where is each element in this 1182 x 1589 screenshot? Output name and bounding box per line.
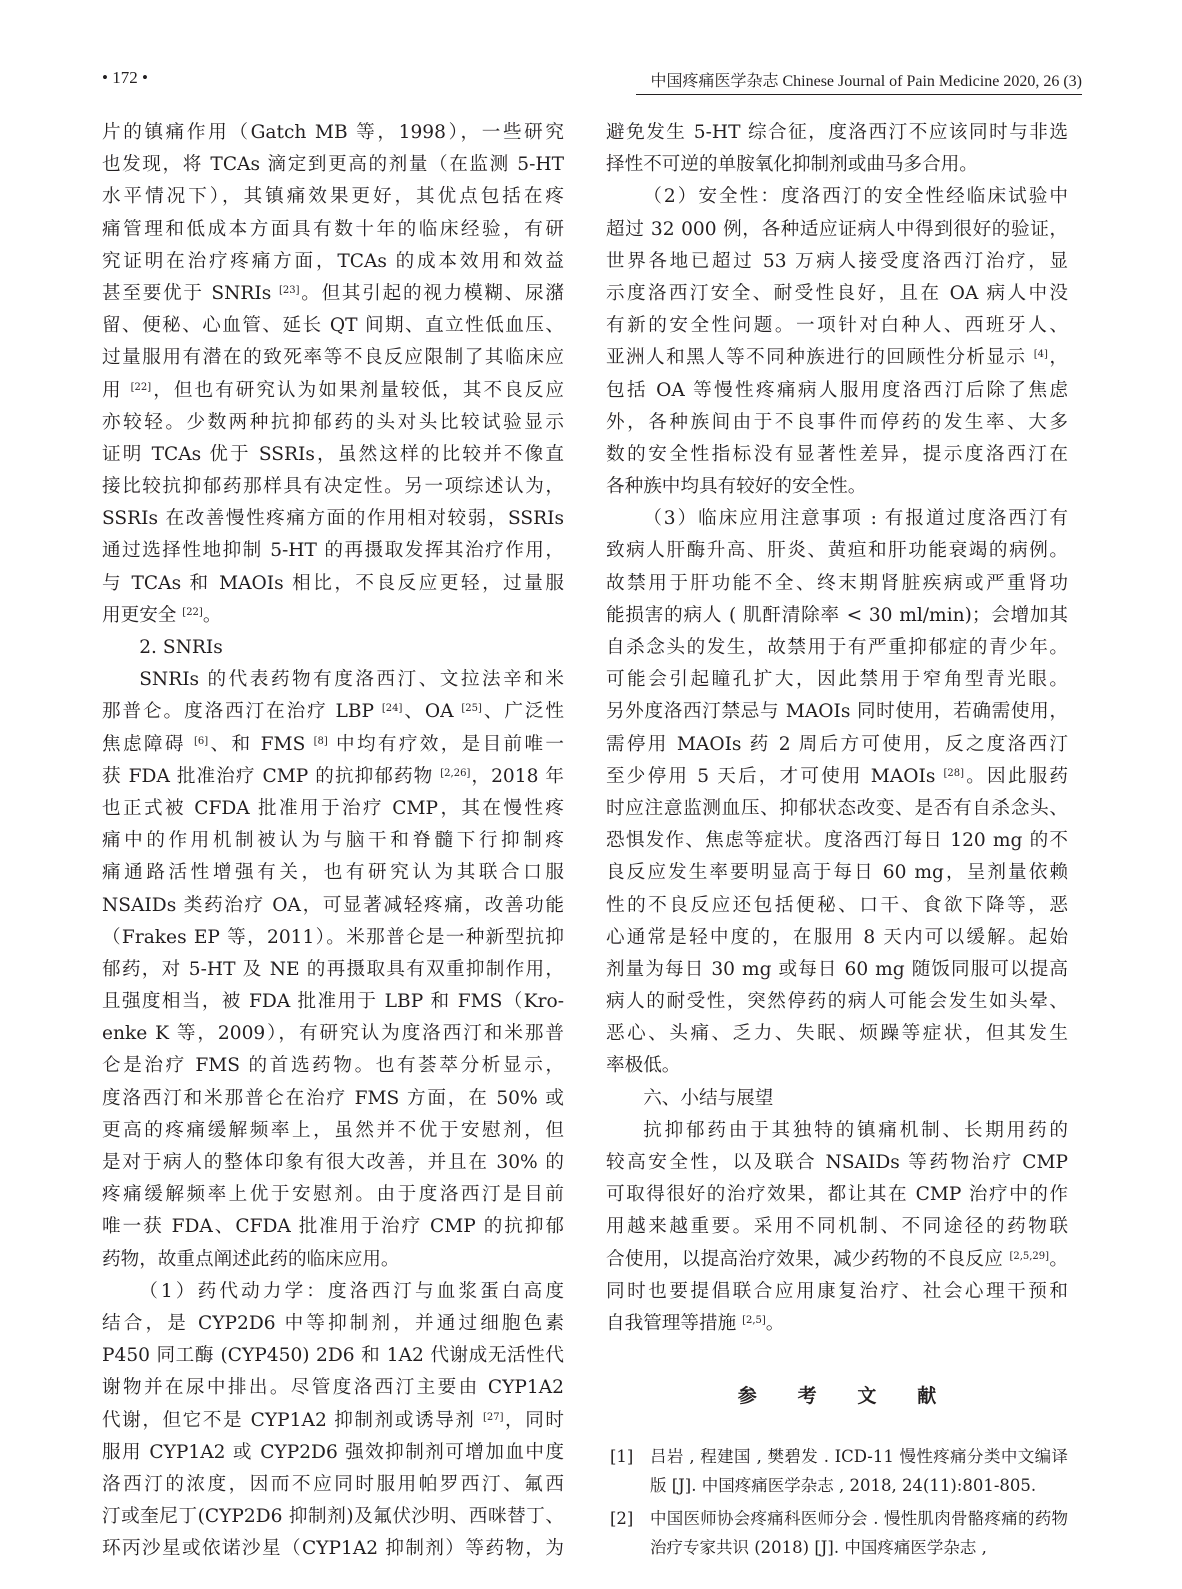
text-line: 过量服用有潜在的致死率等不良反应限制了其临床应 [102,347,564,369]
text-line: （1）药代动力学：度洛西汀与血浆蛋白高度 [139,1280,564,1302]
text-line: 自我管理等措施 [2,5]。 [606,1312,785,1334]
paragraph-tcas-ssris [102,117,564,632]
text-line: 究证明在治疗疼痛方面，TCAs 的成本效用和效益 [102,250,564,272]
text-line: 用 [22]，但也有研究认为如果剂量较低，其不良反应 [102,379,564,401]
text-line: 故禁用于肝功能不全、终末期肾脏疾病或严重肾功 [606,572,1068,594]
left-column [102,117,564,1565]
text-line: 病人的耐受性，突然停药的病人可能会发生如头晕、 [606,991,1068,1013]
text-line: （2）安全性：度洛西汀的安全性经临床试验中 [643,186,1068,208]
text-line: P450 同工酶 (CYP450) 2D6 和 1A2 代谢成无活性代 [102,1345,564,1367]
text-line: 时应注意监测血压、抑郁状态改变、是否有自杀念头、 [606,797,1068,819]
paragraph-safety [606,181,1068,503]
text-line: 谢物并在尿中排出。尽管度洛西汀主要由 CYP1A2 [102,1377,564,1399]
text-line: 心通常是轻中度的，在服用 8 天内可以缓解。起始 [606,926,1068,948]
journal-running-title: 中国疼痛医学杂志 Chinese Journal of Pain Medicine 2020, 26 (3) [636,68,1082,95]
text-line: 痛中的作用机制被认为与脑干和脊髓下行抑制疼 [102,830,564,852]
text-line: 亚洲人和黑人等不同种族进行的回顾性分析显示 [4]， [606,347,1068,369]
reference-number: [1] [610,1447,634,1467]
text-line: 示度洛西汀安全、耐受性良好，且在 OA 病人中没 [606,282,1068,304]
text-line: 汀或奎尼丁(CYP2D6 抑制剂)及氟伏沙明、西咪替丁、 [102,1506,564,1528]
text-line: 那普仑。度洛西汀在治疗 LBP [24]、OA [25]、广泛性 [102,701,564,723]
reference-item [606,1504,1068,1562]
text-line: 代谢，但它不是 CYP1A2 抑制剂或诱导剂 [27]，同时 [102,1409,564,1431]
text-line: 结合，是 CYP2D6 中等抑制剂，并通过细胞色素 [102,1312,564,1334]
right-column [606,117,1068,1566]
text-line: 良反应发生率要明显高于每日 60 mg，呈剂量依赖 [606,862,1068,884]
text-line: 通过选择性地抑制 5-HT 的再摄取发挥其治疗作用， [102,540,564,562]
text-line: 甚至要优于 SNRIs [23]。但其引起的视力模糊、尿潴 [102,282,564,304]
text-line: 片的镇痛作用（Gatch MB 等，1998），一些研究 [102,122,564,143]
text-line: 率极低。 [606,1055,681,1077]
text-line: SNRIs 的代表药物有度洛西汀、文拉法辛和米 [139,669,564,691]
text-line: enke K 等，2009），有研究认为度洛西汀和米那普 [102,1023,564,1045]
text-line: 抗抑郁药由于其独特的镇痛机制、长期用药的 [643,1119,1068,1141]
paragraph-summary [606,1115,1068,1340]
text-line: 且强度相当，被 FDA 批准用于 LBP 和 FMS（Kro- [102,991,564,1013]
text-line: 另外度洛西汀禁忌与 MAOIs 同时使用，若确需使用， [606,701,1068,723]
text-line: （3）临床应用注意事项 : 有报道过度洛西汀有 [643,508,1068,530]
text-line: 外，各种族间由于不良事件而停药的发生率、大多 [606,411,1068,433]
text-line: 痛管理和低成本方面具有数十年的临床经验，有研 [102,218,564,240]
text-line: 证明 TCAs 优于 SSRIs，虽然这样的比较并不像直 [102,443,564,465]
references-title: 参 考 文 献 [737,1385,954,1408]
text-line: 痛通路活性增强有关，也有研究认为其联合口服 [102,862,564,884]
text-line: 能损害的病人 ( 肌酐清除率 < 30 ml/min)；会增加其 [606,604,1068,626]
text-line: 疼痛缓解频率上优于安慰剂。由于度洛西汀是目前 [102,1184,564,1206]
text-line: 致病人肝酶升高、肝炎、黄疸和肝功能衰竭的病例。 [606,540,1068,562]
text-line: 服用 CYP1A2 或 CYP2D6 强效抑制剂可增加血中度 [102,1441,564,1463]
text-line: 是对于病人的整体印象有很大改善，并且在 30% 的 [102,1152,564,1173]
text-line: 可能会引起瞳孔扩大，因此禁用于窄角型青光眼。 [606,669,1068,691]
text-line: 性的不良反应还包括便秘、口干、食欲下降等，恶 [606,894,1068,916]
text-line: 至少停用 5 天后，才可使用 MAOIs [28]。因此服药 [606,765,1068,787]
reference-text: 吕岩 , 程建国 , 樊碧发 . ICD-11 慢性疼痛分类中文编译版 [J]. 中国疼痛医学杂志 , 2018, 24(11):801-805. [650,1447,1068,1496]
page-number: • 172 • [102,68,148,87]
text-line: 与 TCAs 和 MAOIs 相比，不良反应更轻，过量服 [102,572,564,594]
text-line: 剂量为每日 30 mg 或每日 60 mg 随饭同服可以提高 [606,958,1068,980]
text-line: 唯一获 FDA、CFDA 批准用于治疗 CMP 的抗抑郁 [102,1216,564,1238]
text-line: 用越来越重要。采用不同机制、不同途径的药物联 [606,1216,1068,1238]
text-line: 也发现，将 TCAs 滴定到更高的剂量（在监测 5-HT [102,154,564,176]
text-line: 仑是治疗 FMS 的首选药物。也有荟萃分析显示， [102,1055,564,1077]
text-line: 世界各地已超过 53 万病人接受度洛西汀治疗，显 [606,250,1068,272]
text-line: 亦较轻。少数两种抗抑郁药的头对头比较试验显示 [102,411,564,433]
text-line: 环丙沙星或依诺沙星（CYP1A2 抑制剂）等药物，为 [102,1538,564,1560]
paragraph-snris [102,664,564,1276]
text-line: 用更安全 [22]。 [102,604,222,626]
paragraph-continuation [606,117,1068,181]
text-line: 获 FDA 批准治疗 CMP 的抗抑郁药物 [2,26]，2018 年 [102,765,564,787]
paragraph-pharmacokinetics [102,1276,564,1566]
text-line: 择性不可逆的单胺氧化抑制剂或曲马多合用。 [606,154,978,176]
text-line: NSAIDs 类药治疗 OA，可显著减轻疼痛，改善功能 [102,894,564,916]
text-line: 留、便秘、心血管、延长 QT 间期、直立性低血压、 [102,315,564,337]
text-line: SSRIs 在改善慢性疼痛方面的作用相对较弱，SSRIs [102,508,564,530]
text-line: 接比较抗抑郁药那样具有决定性。另一项综述认为， [102,476,564,498]
text-line: 恐惧发作、焦虑等症状。度洛西汀每日 120 mg 的不 [606,830,1068,852]
text-line: 避免发生 5-HT 综合征，度洛西汀不应该同时与非选 [606,122,1068,143]
text-line: 较高安全性，以及联合 NSAIDs 等药物治疗 CMP [606,1152,1068,1173]
text-line: 更高的疼痛缓解频率上，虽然并不优于安慰剂，但 [102,1119,564,1141]
text-line: 自杀念头的发生，故禁用于有严重抑郁症的青少年。 [606,637,1068,658]
text-line: 包括 OA 等慢性疼痛病人服用度洛西汀后除了焦虑 [606,379,1068,401]
text-line: 数的安全性指标没有显著性差异，提示度洛西汀在 [606,443,1068,465]
section-heading-snris: 2. SNRIs [139,637,223,658]
references-list [606,1442,1068,1562]
text-line: （Frakes EP 等，2011）。米那普仑是一种新型抗抑 [102,926,564,948]
text-line: 恶心、头痛、乏力、失眠、烦躁等症状，但其发生 [606,1023,1068,1045]
paragraph-clinical-notes [606,503,1068,1082]
reference-number: [2] [610,1509,634,1529]
text-line: 可取得很好的治疗效果，都让其在 CMP 治疗中的作 [606,1184,1068,1206]
text-line: 有新的安全性问题。一项针对白种人、西班牙人、 [606,315,1068,337]
text-line: 各种族中均具有较好的安全性。 [606,476,867,498]
text-line: 洛西汀的浓度，因而不应同时服用帕罗西汀、氟西 [102,1473,564,1495]
reference-item [606,1442,1068,1500]
text-line: 焦虑障碍 [6]、和 FMS [8] 中均有疗效，是目前唯一 [102,733,564,755]
page-header [102,62,1082,96]
text-line: 郁药，对 5-HT 及 NE 的再摄取具有双重抑制作用， [102,958,564,980]
text-line: 水平情况下），其镇痛效果更好，其优点包括在疼 [102,186,564,208]
text-line: 也正式被 CFDA 批准用于治疗 CMP，其在慢性疼 [102,797,564,819]
text-line: 超过 32 000 例，各种适应证病人中得到很好的验证， [606,218,1068,240]
text-line: 需停用 MAOIs 药 2 周后方可使用，反之度洛西汀 [606,733,1068,755]
text-line: 药物，故重点阐述此药的临床应用。 [102,1248,400,1270]
text-line: 度洛西汀和米那普仑在治疗 FMS 方面，在 50% 或 [102,1087,564,1109]
text-line: 同时也要提倡联合应用康复治疗、社会心理干预和 [606,1280,1068,1302]
text-line: 合使用，以提高治疗效果，减少药物的不良反应 [2,5,29]。 [606,1248,1068,1270]
section-heading-summary: 六、小结与展望 [643,1087,774,1109]
reference-text: 中国医师协会疼痛科医师分会 . 慢性肌肉骨骼疼痛的药物治疗专家共识 (2018) [J]. 中国疼痛医学杂志 , [650,1509,1068,1558]
